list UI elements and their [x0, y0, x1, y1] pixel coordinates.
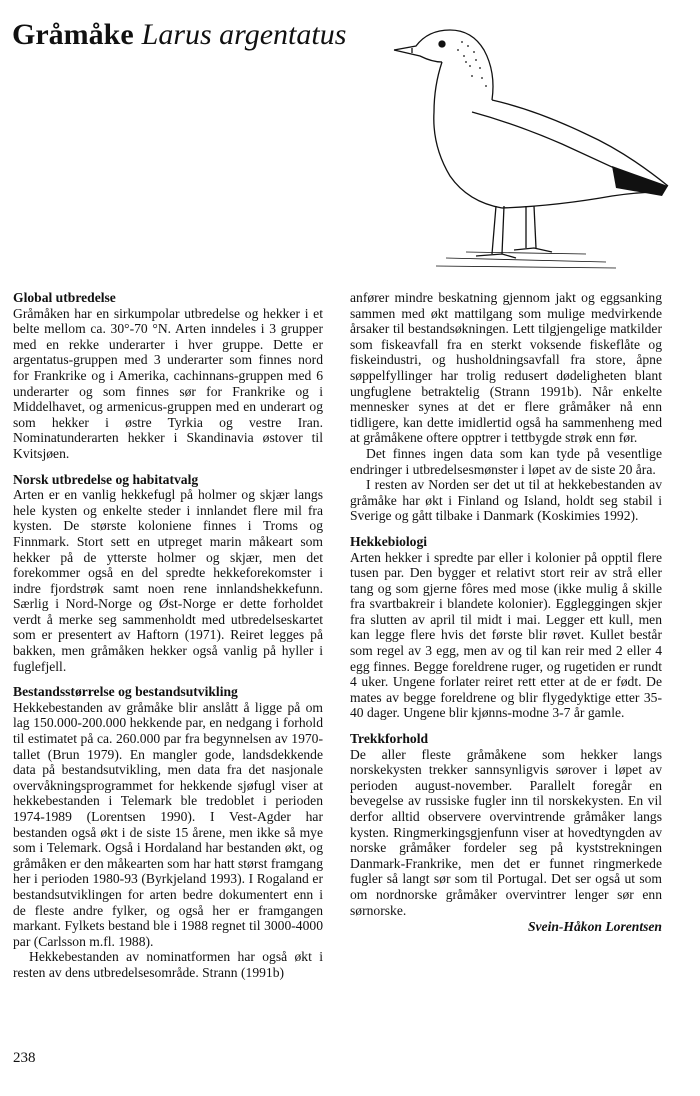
paragraph: anfører mindre beskatning gjennom jakt og eggsanking sammen med økt mattilgang som mulige medvirkende årsaker til bestandsøkningen. Lett tilgjengelige matkilder som fiskeavfall fra en sterkt voksende fiskeflåte og fiskeindustri, og husholdningsavfall fra store, åpne søppelfyllinger har trolig redusert dødeligheten blant ungfuglene betraktelig (Strann 1991b). Når enkelte mennesker synes at det er flere gråmåker nå enn tidligere, kan dette imidlertid også ha sammenheng med at gråmåkene oftere opptrer i tettbygde strøk enn før.	[350, 290, 662, 446]
page-number: 238	[13, 1050, 36, 1066]
species-latin-name: Larus argentatus	[141, 18, 347, 51]
section-heading-global: Global utbredelse	[13, 290, 116, 305]
page-title	[12, 18, 346, 52]
section-heading-norwegian-distribution: Norsk utbredelse og habitatvalg	[13, 471, 199, 487]
section-heading-migration: Trekkforhold	[350, 731, 429, 747]
species-common-name: Gråmåke	[12, 18, 134, 51]
paragraph: Hekkebestanden av gråmåke blir anslått å ligge på om lag 150.000-200.000 hekkende par, en nedgang i forhold til estimatet på ca. 260.000 par fra begynnelsen av 1970-tallet (Brun 1979). En mangler gode, landsdekkende data på bestandsutvikling, men data fra det nasjonale overvåkningsprogrammet for hekkende sjøfugl viser at hekkebestanden i Telemark ble tredoblet i perioden 1974-1989 (Lorentsen 1990). I Vest-Agder har bestanden også økt i de siste 15 årene, men ikke så mye som i Telemark. Også i Hordaland har bestanden økt, og gråmåken er den måkearten som har hatt størst framgang her i perioden 1980-93 (Byrkjeland 1993). I Rogaland er bestandsutviklingen for arten bedre dokumentert enn i de fleste andre fylker, og også her er framgangen markant. Fylkets bestand ble i 1988 regnet til 3000-4000 par (Carlsson m.fl. 1988).	[13, 699, 323, 949]
paragraph: Arten hekker i spredte par eller i kolonier på opptil flere tusen par. Den bygger et relativt stort reir av strå eller tang og som gjerne fôres med mose (ikke mulig å skille fra svartbakreir i blandete kolonier). Eggleggingen skjer fra slutten av april til midt i mai. Legger ett kull, men kan legge flere hvis det første blir røvet. Kullet består som regel av 3 egg, men av og til kan reir med 2 eller 4 egg finnes. Begge foreldrene ruger, og rugetiden er rundt 4 uker. Ungene forlater reiret rett etter at de er født. De mates av begge foreldrene og blir flygedyktige etter 35-40 dager. Ungene blir kjønns-modne 3-7 år gamle.	[350, 549, 662, 721]
author-signature: Svein-Håkon Lorentsen	[527, 919, 662, 935]
paragraph: De aller fleste gråmåkene som hekker langs norskekysten trekker sannsynligvis sørover i løpet av perioden august-november. Parallelt foregår en bevegelse av russiske fugler inn til norskekysten. En vil derfor alltid observere overvintrende gråmåker langs kysten. Ringmerkingsgjenfunn viser at hovedtyngden av norske gråmåker fordeler seg på kyststrekningen Danmark-Frankrike, men det er funnet ringmerkede fugler så langt sør som til Portugal. Det ser også ut som om nordnorske gråmåker overvintrer lenger sør enn sørnorske.	[350, 746, 662, 918]
section-heading-breeding: Hekkebiologi	[350, 533, 428, 549]
left-column	[13, 290, 323, 981]
paragraph: Arten er en vanlig hekkefugl på holmer og skjær langs hele kysten og enkelte steder i innlandet flere mil fra kysten. De største koloniene finnes i Troms og Finnmark. Stort sett en utpreget marin måkeart som hekker på de ytterste holmer og skjær, men det forekommer også en del spredte hekkeforekomster i indre fjordstrøk samt noen rene innlandshekkefunn. Særlig i Nord-Norge og Øst-Norge er dette forholdet verdt å merke seg sammenholdt med utbredelseskartet som er presentert av Haftorn (1971). Reiret legges på bakken, men gråmåken hekker også vanlig på hyller i fuglefjell.	[13, 487, 323, 674]
paragraph: Hekkebestanden av nominatformen har også økt i resten av dens utbredelsesområde. Strann (1991b)	[13, 949, 323, 980]
herring-gull-illustration	[376, 16, 676, 274]
paragraph: I resten av Norden ser det ut til at hekkebestanden av gråmåke har økt i Finland og Island, holdt seg stabil i Sverige og gått tilbake i Danmark (Koskimies 1992).	[350, 477, 662, 524]
right-column	[350, 290, 662, 935]
paragraph: Det finnes ingen data som kan tyde på vesentlige endringer i utbredelsesmønster i løpet av de siste 20 åra.	[350, 445, 662, 477]
section-heading-population: Bestandsstørrelse og bestandsutvikling	[13, 684, 238, 700]
paragraph: Gråmåken har en sirkumpolar utbredelse og hekker i et belte mellom ca. 30°-70 °N. Arten inndeles i 3 grupper med en rekke underarter i hver gruppe. Dette er argentatus-gruppen med 3 underarter som finnes nord for Frankrike og i Amerika, cachinnans-gruppen med 6 underarter og som finnes sør for Frankrike og i Middelhavet, og armenicus-gruppen med en underart og som hekker i østre Tyrkia og vestre Iran. Nominatunderarten hekker i Skandinavia østover til Kvitsjøen.	[13, 305, 323, 461]
